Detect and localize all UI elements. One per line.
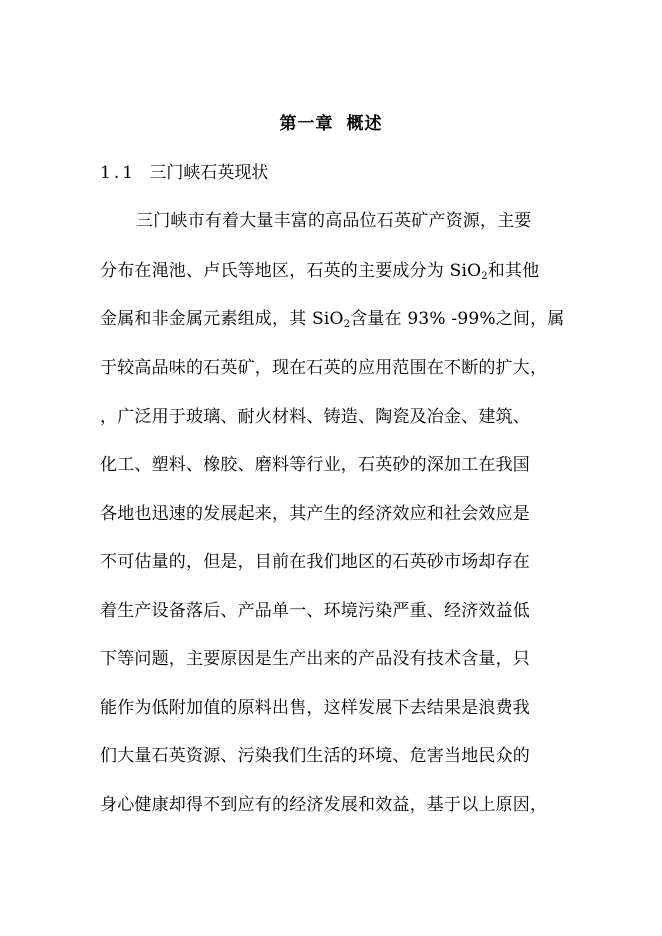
paragraph-line-10: 下等问题，主要原因是生产出来的产品没有技术含量，只	[100, 649, 530, 669]
section-title: 三门峡石英现状	[149, 163, 269, 183]
line-3-subscript: 2	[343, 319, 351, 330]
section-number: 1.1	[100, 163, 137, 183]
paragraph-line-12: 们大量石英资源、污染我们生活的环境、危害当地民众的	[100, 746, 530, 766]
paragraph-line-11: 能作为低附加值的原料出售，这样发展下去结果是浪费我	[100, 698, 530, 718]
paragraph-line-1: 三门峡市有着大量丰富的高品位石英矿产资源，主要	[136, 211, 532, 231]
line-2-text-after: 和其他	[487, 261, 540, 281]
paragraph-line-5: ，广泛用于玻璃、耐火材料、铸造、陶瓷及冶金、建筑、	[100, 407, 530, 427]
paragraph-line-6: 化工、塑料、橡胶、磨料等行业，石英砂的深加工在我国	[100, 455, 530, 475]
paragraph-line-9: 着生产设备落后、产品单一、环境污染严重、经济效益低	[100, 601, 530, 621]
paragraph-line-8: 不可估量的，但是，目前在我们地区的石英砂市场却存在	[100, 552, 530, 572]
line-2-subscript: 2	[481, 271, 488, 282]
chapter-title: 第一章 概述	[279, 114, 383, 134]
line-2-text-before: 分布在渑池、卢氏等地区，石英的主要成分为 SiO	[100, 261, 482, 281]
paragraph-line-3	[100, 306, 564, 338]
paragraph-line-4: 于较高品味的石英矿，现在石英的应用范围在不断的扩大，	[100, 358, 548, 378]
section-heading	[100, 160, 268, 186]
paragraph-line-7: 各地也迅速的发展起来，其产生的经济效应和社会效应是	[100, 504, 530, 524]
line-3-text-after: 含量在 93% -99%之间，属	[350, 309, 565, 329]
line-3-text-before: 金属和非金属元素组成，其 SiO	[100, 309, 344, 329]
paragraph-line-13: 身心健康却得不到应有的经济发展和效益，基于以上原因，	[100, 795, 548, 815]
paragraph-line-2	[100, 258, 564, 290]
